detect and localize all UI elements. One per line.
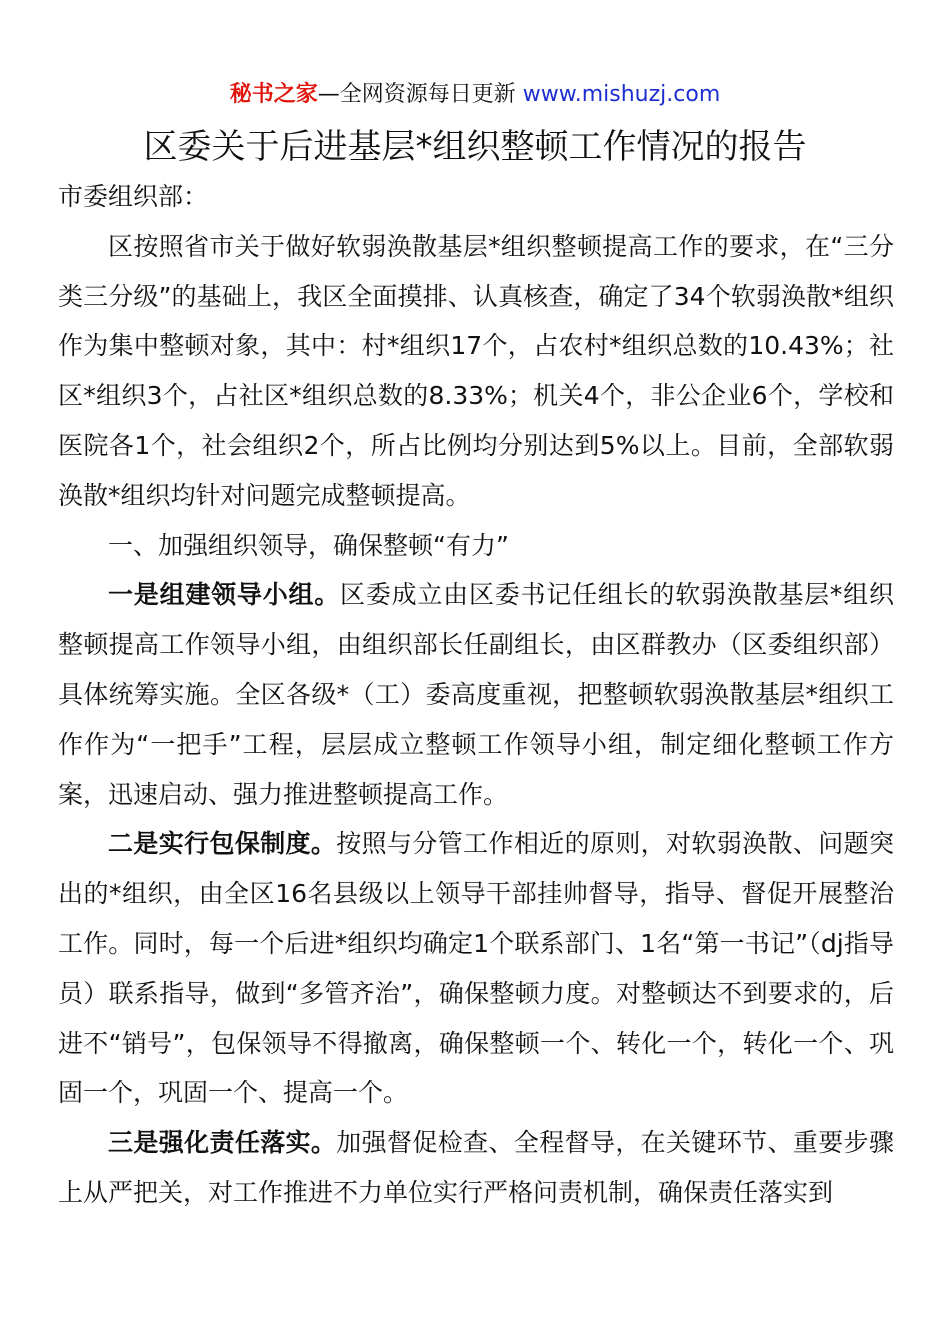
item-lead: 三是强化责任落实。 (108, 1128, 337, 1158)
paragraph-item-2 (58, 819, 894, 1118)
site-header (0, 80, 950, 110)
document-body (58, 172, 894, 1218)
document-title: 区委关于后进基层*组织整顿工作情况的报告 (143, 127, 807, 167)
item-text: 加强督促检查、全程督导，在关键环节、重要步骤上从严把关，对工作推进不力单位实行严格问责机制，确保责任落实到 (58, 1128, 894, 1207)
item-text: 区委成立由区委书记任组长的软弱涣散基层*组织整顿提高工作领导小组，由组织部长任副组长，由区群教办（区委组织部）具体统筹实施。全区各级*（工）委高度重视，把整顿软弱涣散基层*组织工作作为“一把手”工程，层层成立整顿工作领导小组，制定细化整顿工作方案，迅速启动、强力推进整顿提高工作。 (58, 580, 894, 809)
salutation: 市委组织部： (58, 182, 209, 211)
section-heading: 一、加强组织领导，确保整顿“有力” (108, 530, 509, 560)
paragraph-item-3 (58, 1118, 894, 1218)
site-url-link[interactable]: www.mishuzj.com (522, 82, 721, 107)
paragraph-item-1 (58, 570, 894, 819)
item-lead: 一是组建领导小组。 (108, 580, 341, 610)
intro-paragraph: 区按照省市关于做好软弱涣散基层*组织整顿提高工作的要求，在“三分类三分级”的基础上，我区全面摸排、认真核查，确定了34个软弱涣散*组织作为集中整顿对象，其中：村*组织17个，占农村*组织总数的10.43%；社区*组织3个，占社区*组织总数的8.33%；机关4个，非公企业6个，学校和医院各1个，社会组织2个，所占比例均分别达到5%以上。目前，全部软弱涣散*组织均针对问题完成整顿提高。 (58, 231, 894, 510)
header-slogan: —全网资源每日更新 (317, 82, 523, 107)
brand-name: 秘书之家 (229, 82, 318, 107)
item-text: 按照与分管工作相近的原则，对软弱涣散、问题突出的*组织，由全区16名县级以上领导干部挂帅督导，指导、督促开展整治工作。同时，每一个后进*组织均确定1个联系部门、1名“第一书记”（dj指导员）联系指导，做到“多管齐治”，确保整顿力度。对整顿达不到要求的，后进不“销号”，包保领导不得撤离，确保整顿一个、转化一个，转化一个、巩固一个，巩固一个、提高一个。 (58, 829, 894, 1108)
item-lead: 二是实行包保制度。 (108, 829, 337, 859)
